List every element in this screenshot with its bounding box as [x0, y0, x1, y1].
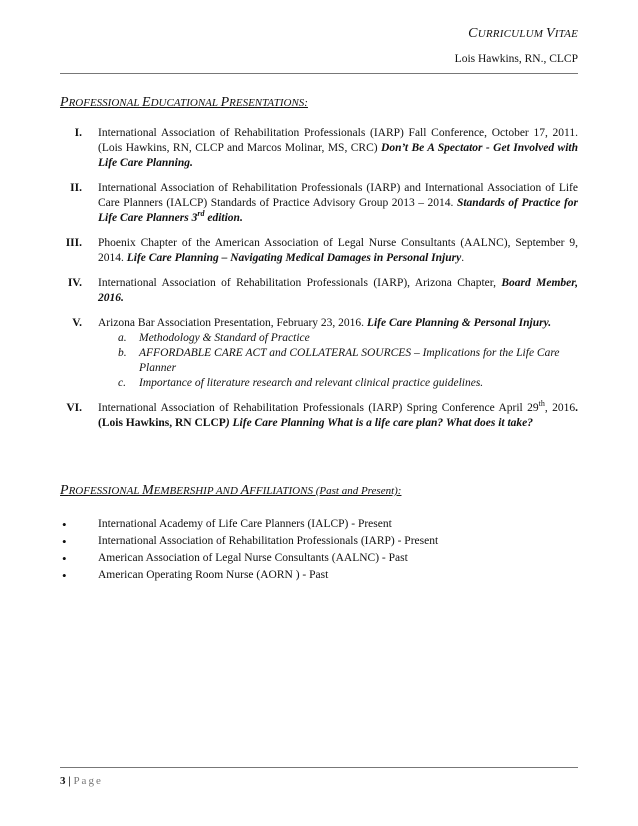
item-number: II.: [70, 182, 82, 194]
item-number: VI.: [66, 402, 82, 414]
list-item: [60, 276, 578, 306]
section-title-memberships: PROFESSIONAL MEMBERSHIP AND AFFILIATIONS (Past and Present):: [60, 483, 402, 498]
page-footer: 3 | Page: [60, 775, 103, 787]
item-text: International Association of Rehabilitation Professionals (IARP) Fall Conference, October 17, 2011. (Lois Hawkins, RN, CLCP and Marcos Molinar, MS, CRC): [98, 127, 578, 154]
list-item: VI. International Association of Rehabilitation Professionals (IARP) Spring Conference April 29th, 2016. (Lois Hawkins, RN CLCP) Life Care Planning What is a life care plan? What does it take?: [60, 401, 578, 431]
document-author: Lois Hawkins, RN., CLCP: [454, 53, 578, 65]
sub-list-item: c. Importance of literature research and relevant clinical practice guidelines.: [118, 377, 484, 389]
item-text: International Association of Rehabilitation Professionals (IARP), Arizona Chapter,: [98, 277, 502, 289]
item-text: Phoenix Chapter of the American Association of Legal Nurse Consultants (AALNC), September 9, 2014.: [98, 237, 578, 264]
bullet-icon: •: [62, 517, 67, 532]
list-item: [60, 181, 578, 226]
list-item: • American Association of Legal Nurse Consultants (AALNC) - Past: [62, 551, 408, 566]
bullet-icon: •: [62, 568, 67, 583]
item-text: Arizona Bar Association Presentation, February 23, 2016.: [98, 317, 367, 329]
bullet-icon: •: [62, 534, 67, 549]
item-emphasis: Life Care Planning & Personal Injury.: [366, 317, 552, 329]
footer-divider: [60, 767, 578, 768]
page-number: 3: [60, 775, 66, 787]
item-text: International Association of Rehabilitation Professionals (IARP) Spring Conference April 29th, 2016: [98, 399, 576, 414]
document-title: CURRICULUM VITAE: [468, 26, 578, 41]
list-item: [60, 126, 578, 171]
item-emphasis: Board Member, 2016.: [98, 277, 578, 304]
item-text: International Association of Rehabilitation Professionals (IARP) and International Association of Life Care Planners (IALCP) Standards of Practice Advisory Group 2013 – 2014.: [98, 182, 578, 209]
sub-list-item: b. AFFORDABLE CARE ACT and COLLATERAL SOURCES – Implications for the Life Care Planner: [118, 347, 560, 374]
list-item: III. Phoenix Chapter of the American Association of Legal Nurse Consultants (AALNC), September 9, 2014. Life Care Planning – Navigating Medical Damages in Personal Injury.: [60, 236, 578, 266]
item-number: V.: [72, 317, 82, 329]
section-title-presentations: PROFESSIONAL EDUCATIONAL PRESENTATIONS:: [60, 95, 308, 110]
item-number: I.: [74, 127, 82, 139]
item-emphasis: Standards of Practice for Life Care Planners 3rd edition.: [98, 197, 579, 224]
item-emphasis: Don’t Be A Spectator - Get Involved with Life Care Planning.: [98, 142, 578, 169]
list-item: [60, 316, 578, 391]
item-number: IV.: [67, 277, 82, 289]
bullet-icon: •: [62, 551, 67, 566]
sub-list: [98, 331, 578, 391]
header-divider: [60, 73, 578, 74]
page-label: Page: [73, 775, 103, 787]
presentations-list: [60, 126, 578, 441]
item-emphasis: Life Care Planning – Navigating Medical Damages in Personal Injury: [126, 252, 462, 264]
memberships-list: [60, 517, 578, 585]
item-emphasis: ) Life Care Planning What is a life care plan? What does it take?: [225, 417, 534, 429]
list-item: • International Academy of Life Care Planners (IALCP) - Present: [62, 517, 392, 532]
item-number: III.: [65, 237, 82, 249]
list-item: • International Association of Rehabilitation Professionals (IARP) - Present: [62, 534, 439, 549]
list-item: • American Operating Room Nurse (AORN ) - Past: [62, 568, 329, 583]
sub-list-item: a. Methodology & Standard of Practice: [118, 332, 310, 344]
